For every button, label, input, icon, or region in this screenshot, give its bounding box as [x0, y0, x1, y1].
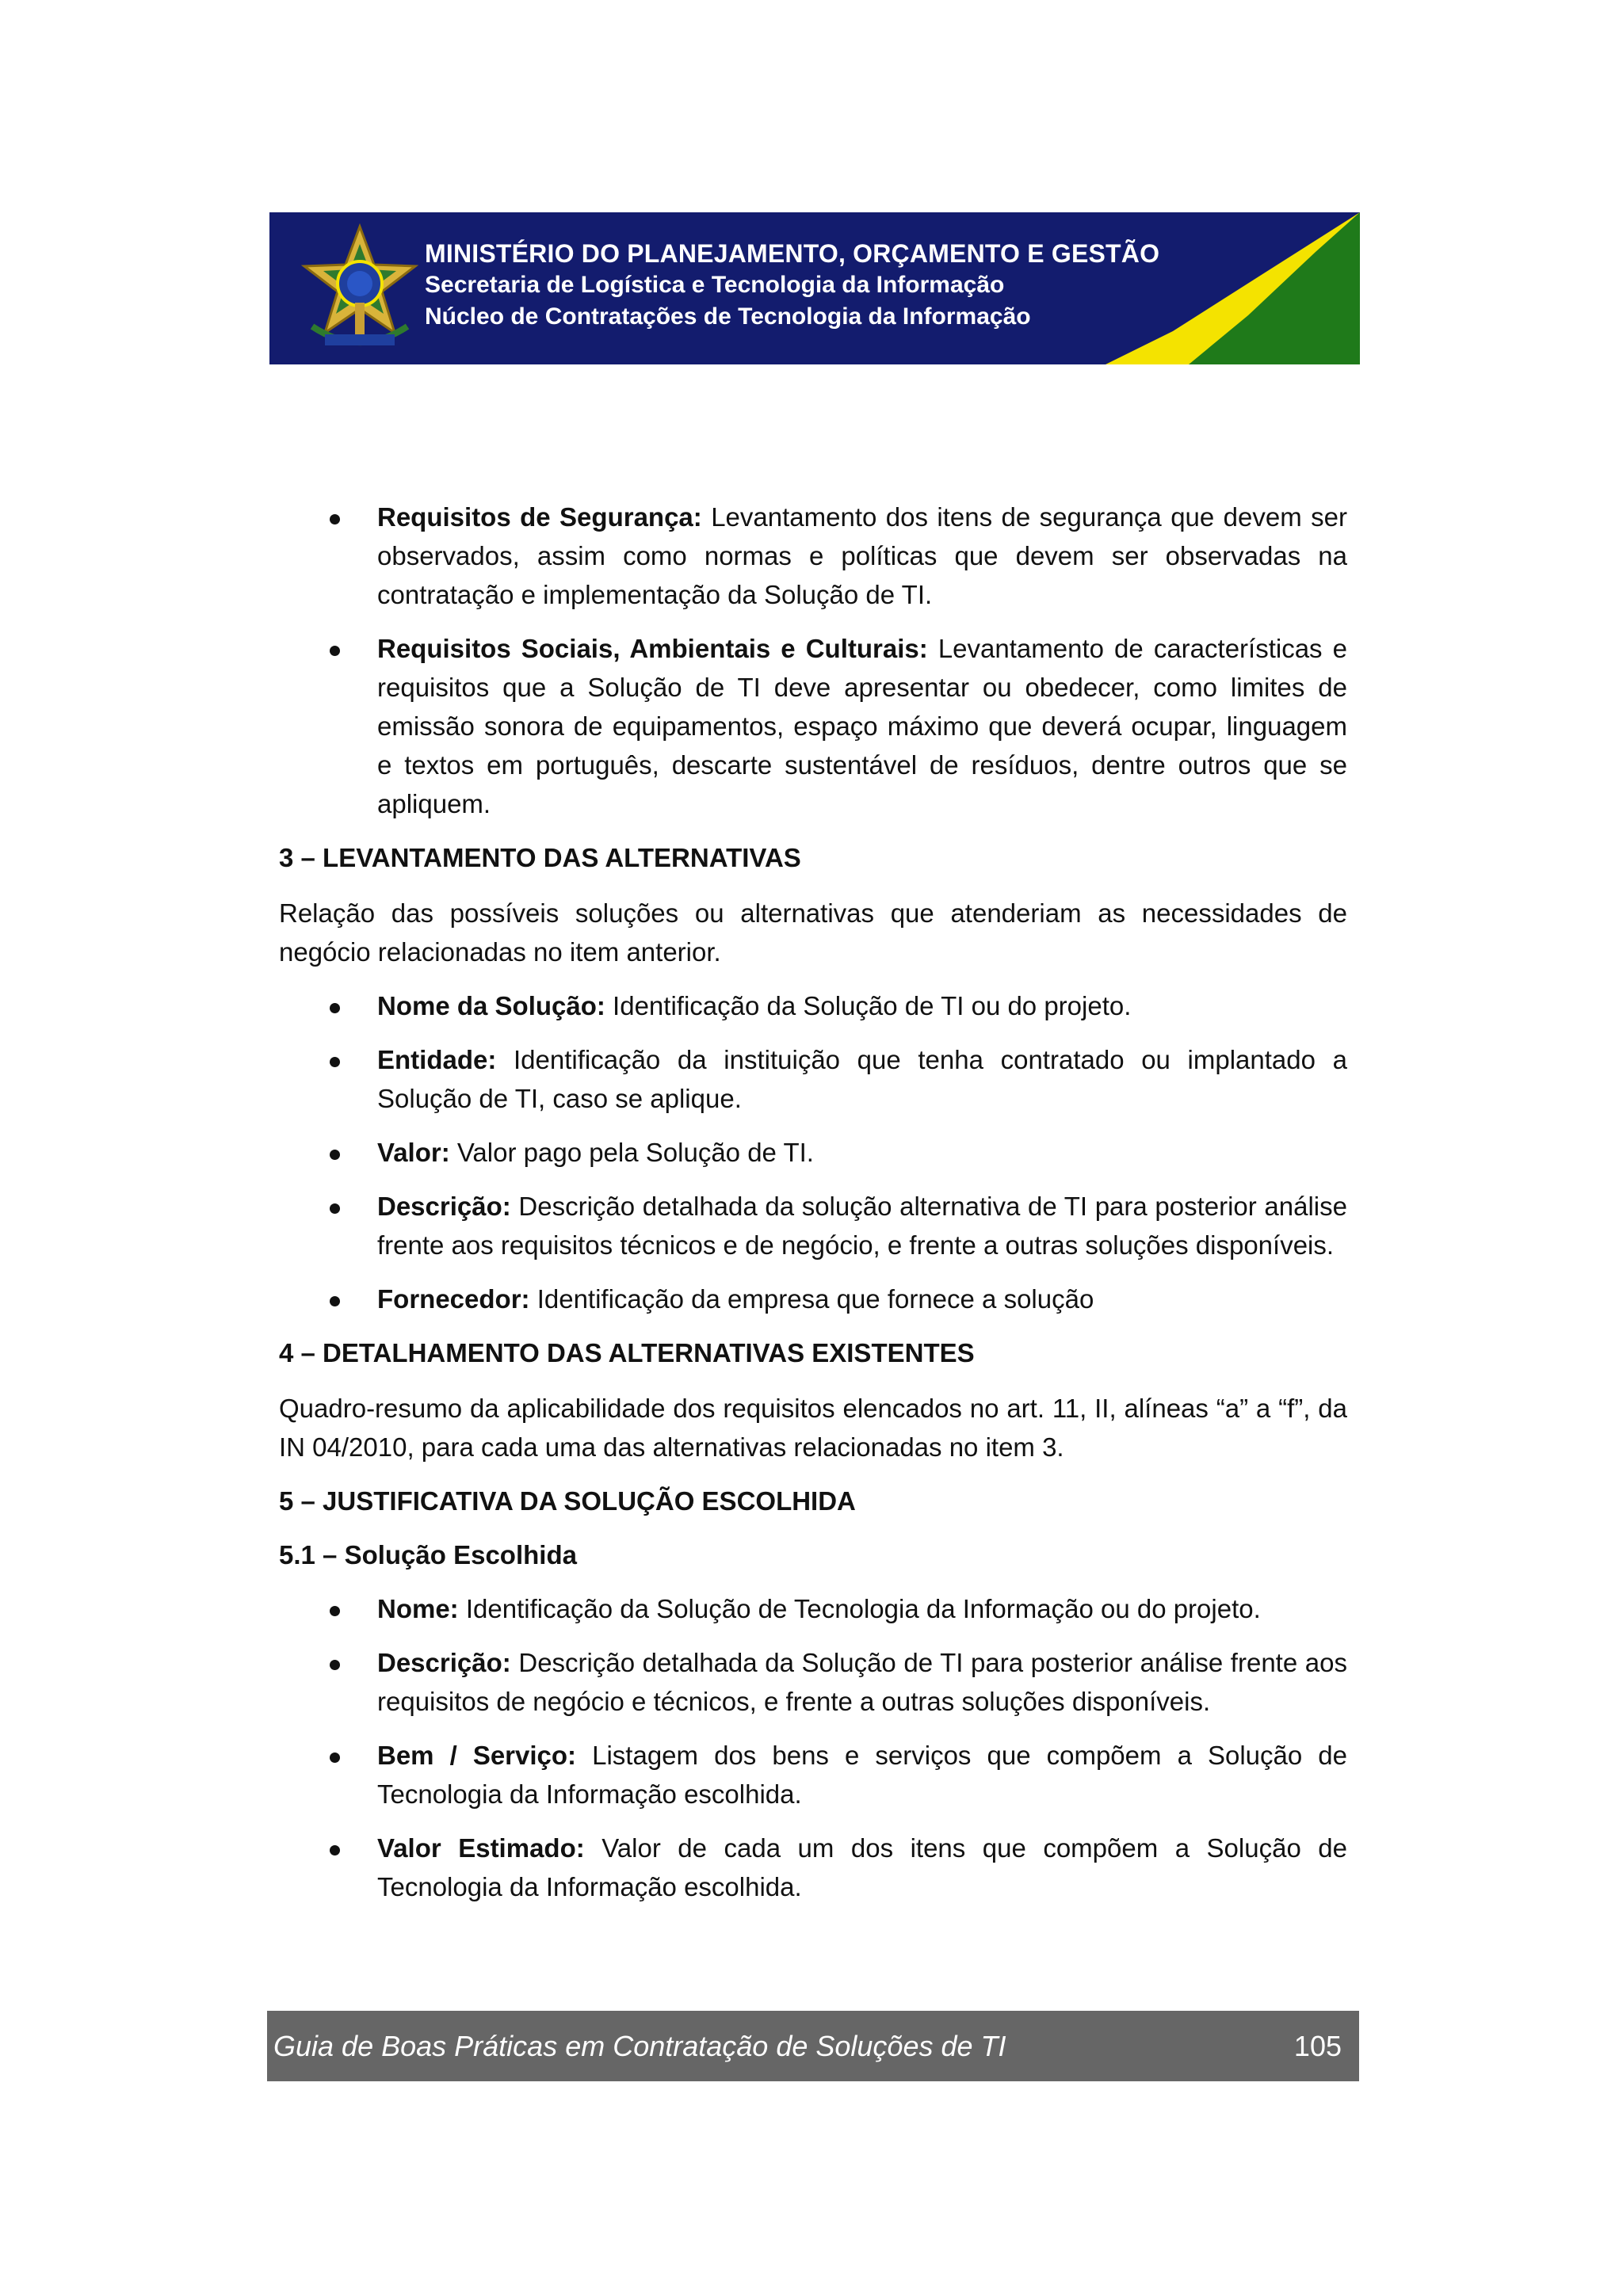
item-term: Descrição:: [377, 1192, 511, 1221]
bullet-icon: [330, 514, 340, 524]
bullet-icon: [330, 1150, 340, 1160]
bullet-icon: [330, 1003, 340, 1013]
item-term: Valor:: [377, 1138, 450, 1167]
list-item: [279, 1133, 1347, 1172]
alternatives-list: [279, 986, 1347, 1318]
list-item: [279, 629, 1347, 823]
item-term: Requisitos Sociais, Ambientais e Culturais:: [377, 634, 928, 663]
section-5-title: 5 – JUSTIFICATIVA DA SOLUÇÃO ESCOLHIDA: [279, 1486, 856, 1516]
item-term: Fornecedor:: [377, 1284, 530, 1314]
item-term: Bem / Serviço:: [377, 1741, 577, 1770]
item-term: Requisitos de Segurança:: [377, 502, 702, 532]
section-5-1-title: 5.1 – Solução Escolhida: [279, 1540, 577, 1569]
item-text: Descrição detalhada da solução alternativa de TI para posterior análise frente aos requisitos técnicos e de negócio, e frente a outras soluções disponíveis.: [377, 1192, 1347, 1260]
list-item: [279, 1829, 1347, 1906]
bullet-icon: [330, 1606, 340, 1616]
footer-title: Guia de Boas Práticas em Contratação de Soluções de TI: [273, 2030, 1006, 2062]
chosen-solution-list: [279, 1589, 1347, 1906]
item-text: Levantamento de características e requisitos que a Solução de TI deve apresentar ou obedecer, como limites de emissão sonora de equipamentos, espaço máximo que deverá ocupar, linguagem e textos em português, descarte sustentável de resíduos, dentre outros que se apliquem.: [377, 634, 1347, 818]
secretariat-name: Secretaria de Logística e Tecnologia da Informação: [425, 272, 1005, 298]
list-item: [279, 1643, 1347, 1721]
item-text: Identificação da instituição que tenha contratado ou implantado a Solução de TI, caso se aplique.: [377, 1045, 1347, 1113]
list-item: [279, 1589, 1347, 1628]
section-3-intro: Relação das possíveis soluções ou alternativas que atenderiam as necessidades de negócio relacionadas no item anterior.: [279, 898, 1347, 967]
list-item: [279, 986, 1347, 1025]
item-text: Descrição detalhada da Solução de TI para posterior análise frente aos requisitos de negócio e técnicos, e frente a outras soluções disponíveis.: [377, 1648, 1347, 1716]
item-text: Listagem dos bens e serviços que compõem a Solução de Tecnologia da Informação escolhida.: [377, 1741, 1348, 1809]
item-term: Nome da Solução:: [377, 991, 605, 1020]
item-term: Valor Estimado:: [377, 1833, 585, 1863]
banner-text: [425, 238, 1159, 333]
section-3-title: 3 – LEVANTAMENTO DAS ALTERNATIVAS: [279, 843, 801, 872]
bullet-icon: [330, 1296, 340, 1306]
item-text: Levantamento dos itens de segurança que devem ser observados, assim como normas e políticas que devem ser observadas na contratação e implementação da Solução de TI.: [377, 502, 1347, 609]
bullet-icon: [330, 1753, 340, 1763]
nucleus-name: Núcleo de Contratações de Tecnologia da Informação: [425, 303, 1031, 330]
item-text: Valor de cada um dos itens que compõem a Solução de Tecnologia da Informação escolhida.: [377, 1833, 1347, 1901]
item-text: Identificação da Solução de Tecnologia da Informação ou do projeto.: [458, 1594, 1261, 1623]
list-item: [279, 1040, 1347, 1118]
page-content: [279, 498, 1347, 1906]
item-text: Identificação da empresa que fornece a solução: [529, 1284, 1094, 1314]
page-number: 105: [1293, 2030, 1342, 2062]
section-4-intro: Quadro-resumo da aplicabilidade dos requisitos elencados no art. 11, II, alíneas “a” a “f”, da IN 04/2010, para cada uma das alternativas relacionadas no item 3.: [279, 1394, 1347, 1462]
list-item: [279, 1280, 1347, 1318]
header-banner: [269, 212, 1360, 364]
list-item: [279, 498, 1347, 614]
item-term: Descrição:: [377, 1648, 511, 1677]
item-term: Entidade:: [377, 1045, 497, 1074]
bullet-icon: [330, 1845, 340, 1855]
coat-of-arms-icon: [296, 223, 423, 353]
list-item: [279, 1187, 1347, 1264]
bullet-icon: [330, 1660, 340, 1670]
section-4-title: 4 – DETALHAMENTO DAS ALTERNATIVAS EXISTENTES: [279, 1338, 975, 1367]
item-text: Valor pago pela Solução de TI.: [449, 1138, 814, 1167]
item-term: Nome:: [377, 1594, 459, 1623]
item-text: Identificação da Solução de TI ou do projeto.: [605, 991, 1132, 1020]
requirements-list: [279, 498, 1347, 823]
bullet-icon: [330, 1057, 340, 1067]
page-footer: [267, 2011, 1359, 2081]
bullet-icon: [330, 646, 340, 656]
ministry-name: MINISTÉRIO DO PLANEJAMENTO, ORÇAMENTO E GESTÃO: [425, 239, 1160, 268]
list-item: [279, 1736, 1347, 1814]
bullet-icon: [330, 1203, 340, 1214]
